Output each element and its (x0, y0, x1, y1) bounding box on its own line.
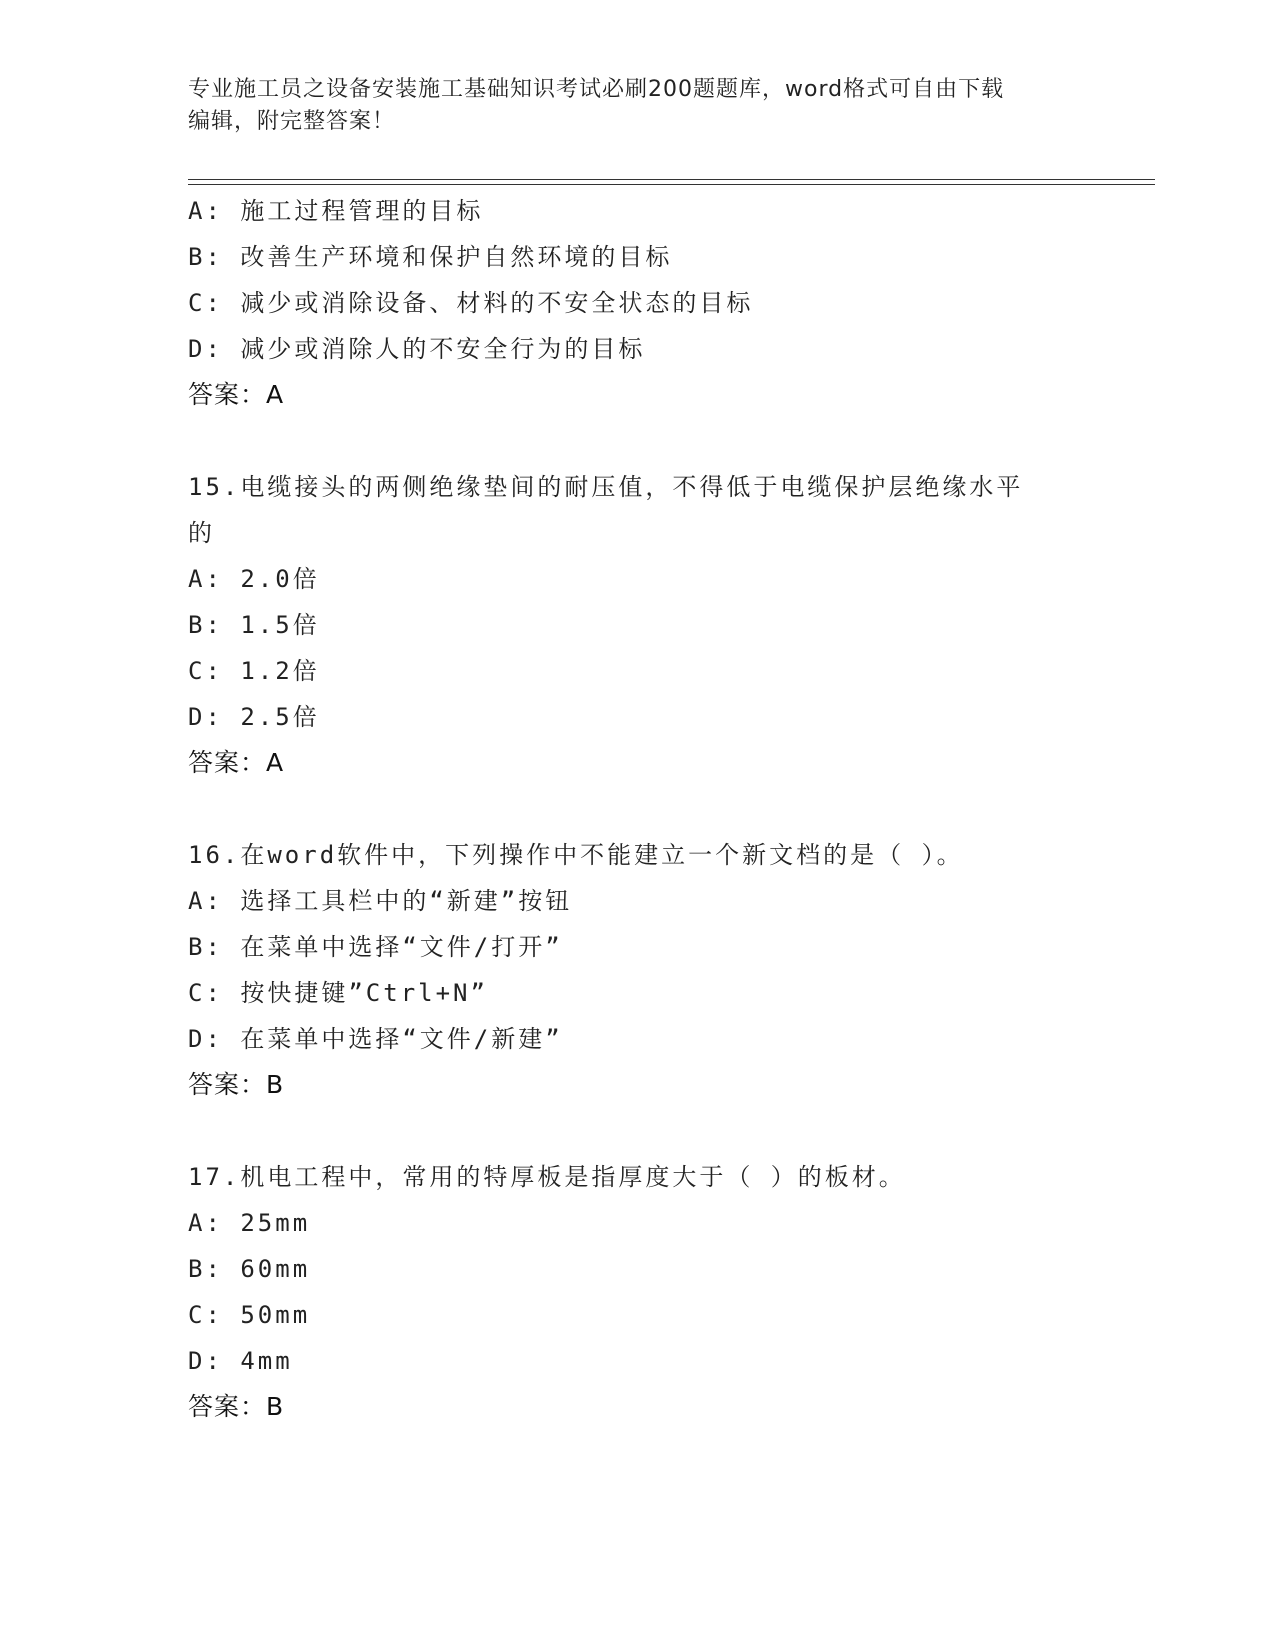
document-header (188, 74, 1068, 138)
option-a: A: 施工过程管理的目标 (188, 197, 484, 225)
question-list (188, 188, 1088, 1430)
question-text: 17.机电工程中，常用的特厚板是指厚度大于（ ）的板材。 (188, 1163, 906, 1191)
question-17 (188, 1154, 1088, 1430)
question-text (188, 464, 1088, 556)
spacer (188, 1108, 1088, 1154)
option-c: C: 1.2倍 (188, 657, 320, 685)
option-c: C: 50mm (188, 1301, 311, 1329)
option-b: B: 60mm (188, 1255, 311, 1283)
question-text-line-2: 的 (188, 519, 215, 547)
option-a: A: 2.0倍 (188, 565, 320, 593)
option-d: D: 2.5倍 (188, 703, 320, 731)
option-c: C: 减少或消除设备、材料的不安全状态的目标 (188, 289, 754, 317)
header-divider-bottom (188, 184, 1155, 185)
option-b: B: 改善生产环境和保护自然环境的目标 (188, 243, 673, 271)
option-c: C: 按快捷键”Ctrl+N” (188, 979, 488, 1007)
option-b: B: 1.5倍 (188, 611, 320, 639)
answer-line: 答案：A (188, 748, 285, 777)
spacer (188, 418, 1088, 464)
option-a: A: 25mm (188, 1209, 311, 1237)
header-title-line-2: 编辑，附完整答案！ (188, 109, 396, 134)
header-title-line-1: 专业施工员之设备安装施工基础知识考试必刷200题题库，word格式可自由下载 (188, 77, 1005, 102)
question-text: 16.在word软件中，下列操作中不能建立一个新文档的是（ ）。 (188, 841, 964, 869)
option-d: D: 4mm (188, 1347, 293, 1375)
header-divider-top (188, 179, 1155, 180)
spacer (188, 786, 1088, 832)
question-15 (188, 464, 1088, 786)
question-text-line-1: 15.电缆接头的两侧绝缘垫间的耐压值，不得低于电缆保护层绝缘水平 (188, 473, 1024, 501)
answer-line: 答案：B (188, 1070, 285, 1099)
answer-line: 答案：B (188, 1392, 285, 1421)
question-partial (188, 188, 1088, 418)
option-b: B: 在菜单中选择“文件/打开” (188, 933, 563, 961)
option-d: D: 减少或消除人的不安全行为的目标 (188, 335, 646, 363)
question-16 (188, 832, 1088, 1108)
option-a: A: 选择工具栏中的“新建”按钮 (188, 887, 573, 915)
option-d: D: 在菜单中选择“文件/新建” (188, 1025, 563, 1053)
answer-line: 答案：A (188, 380, 285, 409)
